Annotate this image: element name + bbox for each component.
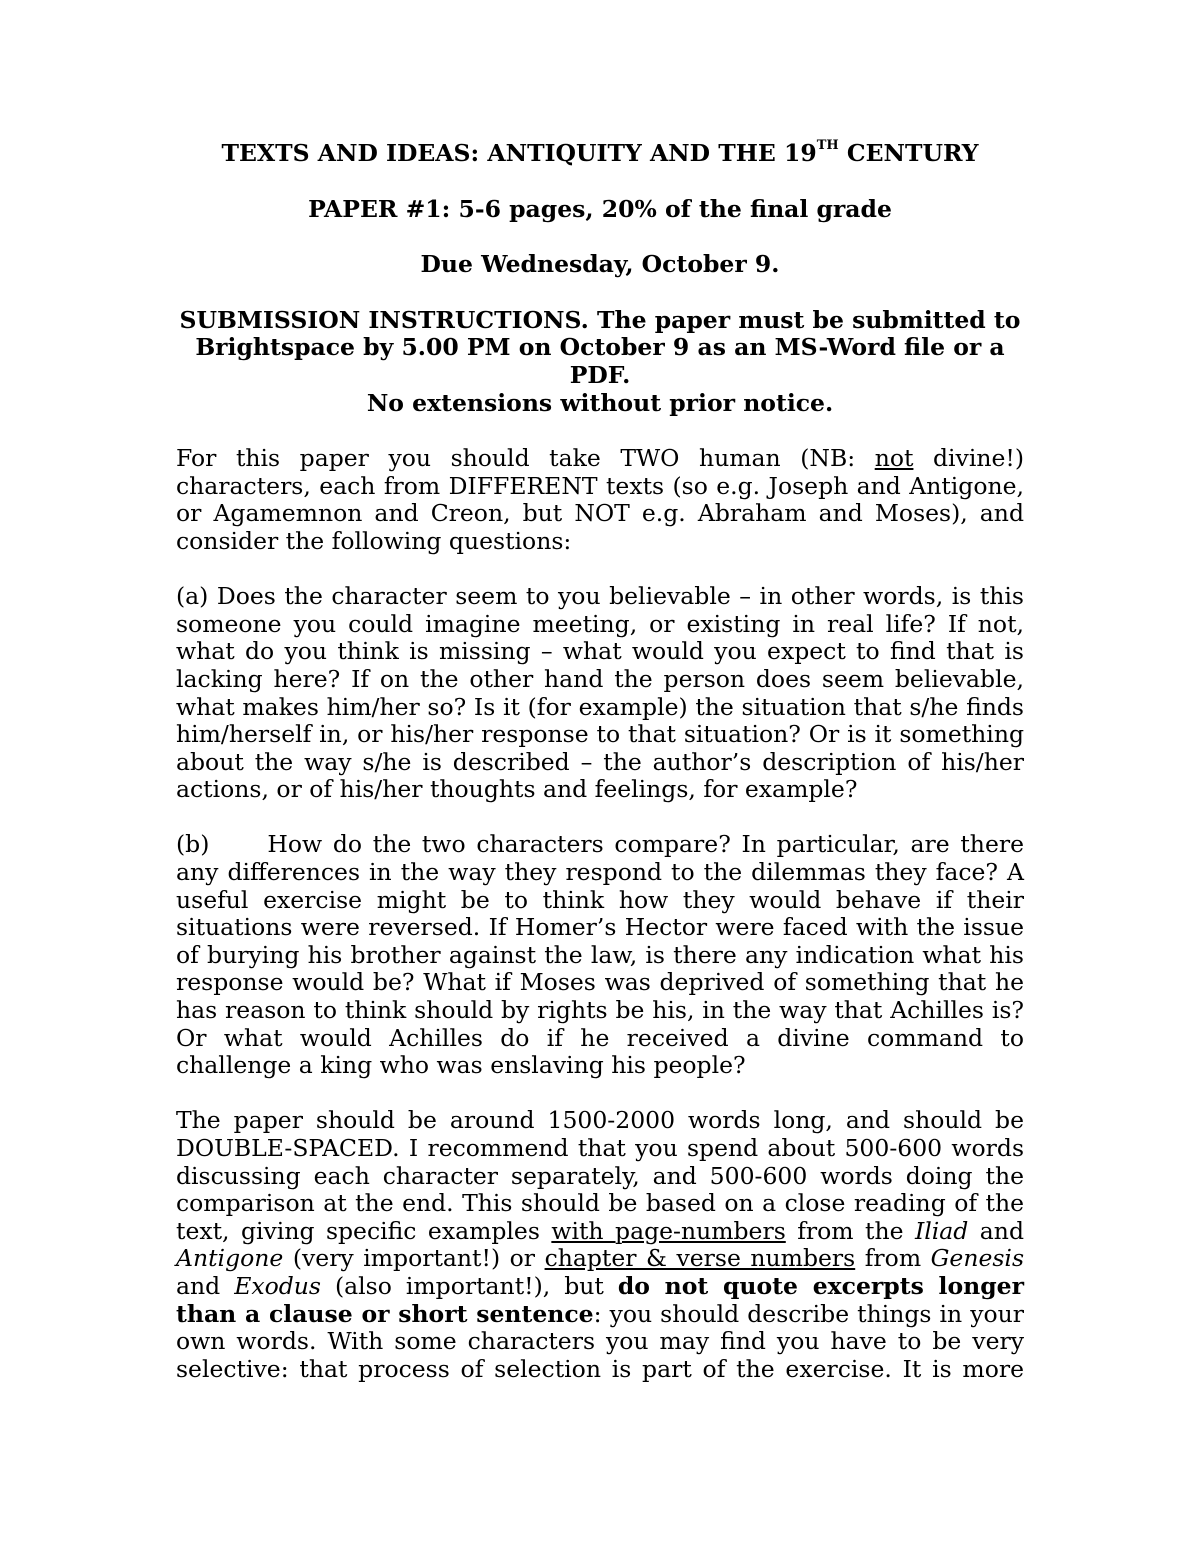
req-bold-quote-warning: do not quote excerpts longer than a clause or short sentence (176, 1271, 1024, 1328)
due-date-line: Due Wednesday, October 9. (420, 250, 780, 279)
req-text-1: The paper should be around 1500-2000 words long, and should be DOUBLE-SPACED. I recommend that you spend about 500-600 words discussing each character separately, and 500-600 words doing the comparison at the end. This should be based on a close reading of the text, giving specific examples (176, 1106, 1024, 1245)
req-italic-antigone: Antigone (176, 1244, 284, 1273)
req-text-5: from (855, 1244, 931, 1273)
req-italic-iliad: Iliad (914, 1216, 969, 1245)
req-italic-genesis: Genesis (930, 1244, 1024, 1273)
question-a-paragraph: (a) Does the character seem to you believable – in other words, is this someone you could imagine meeting, or existing in real life? If not, what do you think is missing – what would you expect to find that is lacking here? If on the other hand the person does seem believable, what makes him/her so? Is it (for example) the situation that s/he finds him/herself in, or his/her response to that situation? Or is it something about the way s/he is described – the author’s description of his/her actions, or of his/her thoughts and feelings, for example? (176, 582, 1024, 804)
req-text-3: and (968, 1216, 1024, 1245)
title-text: TEXTS AND IDEAS: ANTIQUITY AND THE 19 (221, 139, 817, 167)
intro-underlined: not (874, 444, 914, 473)
req-italic-exodus: Exodus (234, 1271, 321, 1300)
req-text-4: (very important!) or (283, 1244, 545, 1273)
req-text-6: and (176, 1271, 235, 1300)
document-page (176, 140, 1024, 1411)
requirements-paragraph (176, 1107, 1024, 1383)
intro-part1: For this paper you should take TWO human (NB: (176, 444, 875, 473)
req-text-2: from the (785, 1216, 915, 1245)
paper-line: PAPER #1: 5-6 pages, 20% of the final grade (308, 194, 892, 223)
intro-part2: divine!) characters, each from DIFFERENT texts (so e.g. Joseph and Antigone, or Agamemnon and Creon, but NOT e.g. Abraham and Moses), and consider the following questions: (176, 444, 1024, 555)
submission-text: SUBMISSION INSTRUCTIONS. The paper must be submitted to Brightspace by 5.00 PM on October 9 as an MS-Word file or a PDF. (179, 305, 1021, 389)
question-b-paragraph (176, 831, 1024, 1079)
submission-instructions (176, 307, 1024, 417)
document-title (176, 140, 1024, 168)
question-b-text: How do the two characters compare? In particular, are there any differences in the way they respond to the dilemmas they face? A useful exercise might be to think how they would behave if their situations were reversed. If Homer’s Hector were faced with the issue of burying his brother against the law, is there any indication what his response would be? What if Moses was deprived of something that he has reason to think should by rights be his, in the way that Achilles is? Or what would Achilles do if he received a divine command to challenge a king who was enslaving his people? (176, 830, 1024, 1080)
req-underline-page-numbers: with page-numbers (551, 1216, 786, 1245)
no-extensions-text: No extensions without prior notice. (366, 388, 834, 417)
intro-paragraph (176, 445, 1024, 555)
req-text-7: (also important!), but (320, 1271, 618, 1300)
title-superscript: TH (816, 138, 839, 154)
req-underline-chapter-verse: chapter & verse numbers (544, 1244, 856, 1273)
req-text-8: : you should describe things in your own words. With some characters you may find you have to be very selective: that process of selection is part of the exercise. It is more (176, 1299, 1024, 1383)
title-end: CENTURY (838, 139, 979, 167)
question-b-label: (b) (176, 830, 210, 859)
